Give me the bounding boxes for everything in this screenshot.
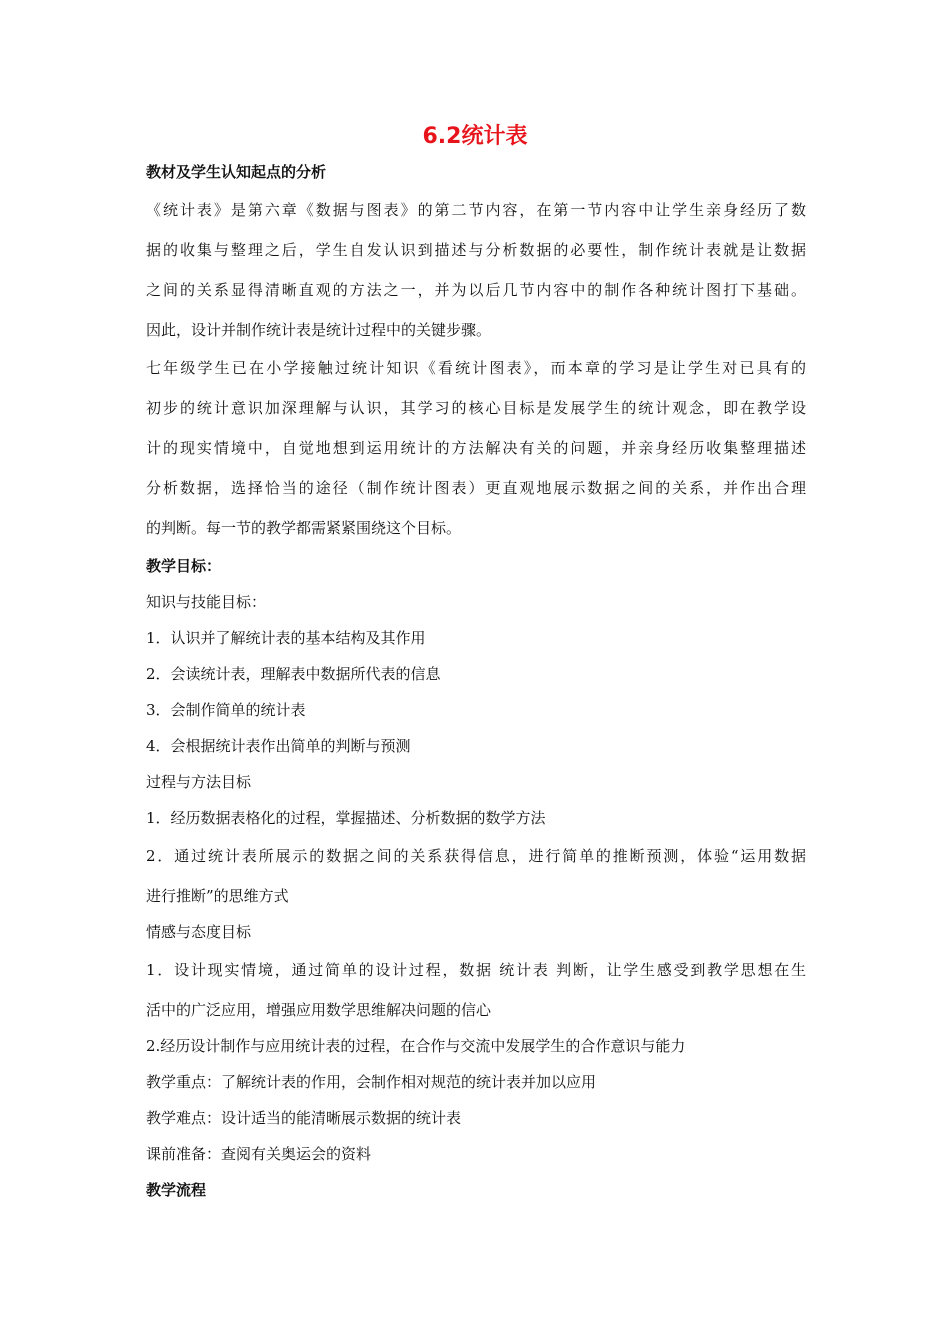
- list-item-continuation: 活中的广泛应用，增强应用数学思维解决问题的信心: [146, 1001, 492, 1019]
- paragraph-line: 初步的统计意识加深理解与认识，其学习的核心目标是发展学生的统计观念，即在教学设: [146, 399, 806, 417]
- list-item: 1．设计现实情境，通过简单的设计过程，数据 统计表 判断，让学生感受到教学思想在生: [146, 961, 806, 979]
- paragraph-line: 据的收集与整理之后，学生自发认识到描述与分析数据的必要性，制作统计表就是让数据: [146, 241, 806, 259]
- list-item: 2．会读统计表，理解表中数据所代表的信息: [146, 665, 441, 683]
- list-item: 2．通过统计表所展示的数据之间的关系获得信息，进行简单的推断预测，体验“运用数据: [146, 847, 806, 865]
- paragraph-line: 七年级学生已在小学接触过统计知识《看统计图表》，而本章的学习是让学生对已具有的: [146, 359, 806, 377]
- section-heading-objectives: 教学目标：: [146, 557, 222, 575]
- section-heading-analysis: 教材及学生认知起点的分析: [146, 163, 327, 181]
- list-item: 3．会制作简单的统计表: [146, 701, 306, 719]
- paragraph-line: 因此，设计并制作统计表是统计过程中的关键步骤。: [146, 321, 492, 339]
- list-item: 1．经历数据表格化的过程，掌握描述、分析数据的数学方法: [146, 809, 546, 827]
- paragraph-line: 分析数据，选择恰当的途径（制作统计图表）更直观地展示数据之间的关系，并作出合理: [146, 479, 806, 497]
- paragraph-line: 计的现实情境中，自觉地想到运用统计的方法解决有关的问题，并亲身经历收集整理描述: [146, 439, 806, 457]
- subheading-process: 过程与方法目标: [146, 773, 252, 791]
- section-heading-process: 教学流程: [146, 1181, 207, 1199]
- paragraph-line: 的判断。每一节的教学都需紧紧围绕这个目标。: [146, 519, 462, 537]
- list-item: 1．认识并了解统计表的基本结构及其作用: [146, 629, 426, 647]
- list-item-continuation: 进行推断”的思维方式: [146, 887, 289, 905]
- subheading-emotion: 情感与态度目标: [146, 923, 252, 941]
- key-point: 教学重点：了解统计表的作用，会制作相对规范的统计表并加以应用: [146, 1073, 597, 1091]
- list-item: 2.经历设计制作与应用统计表的过程，在合作与交流中发展学生的合作意识与能力: [146, 1037, 686, 1055]
- document-title: 6.2统计表: [422, 124, 528, 149]
- list-item: 4．会根据统计表作出简单的判断与预测: [146, 737, 411, 755]
- paragraph-line: 之间的关系显得清晰直观的方法之一，并为以后几节内容中的制作各种统计图打下基础。: [146, 281, 806, 299]
- subheading-knowledge: 知识与技能目标：: [146, 593, 267, 611]
- preparation: 课前准备：查阅有关奥运会的资料: [146, 1145, 372, 1163]
- paragraph-line: 《统计表》是第六章《数据与图表》的第二节内容，在第一节内容中让学生亲身经历了数: [146, 201, 806, 219]
- difficulty: 教学难点：设计适当的能清晰展示数据的统计表: [146, 1109, 462, 1127]
